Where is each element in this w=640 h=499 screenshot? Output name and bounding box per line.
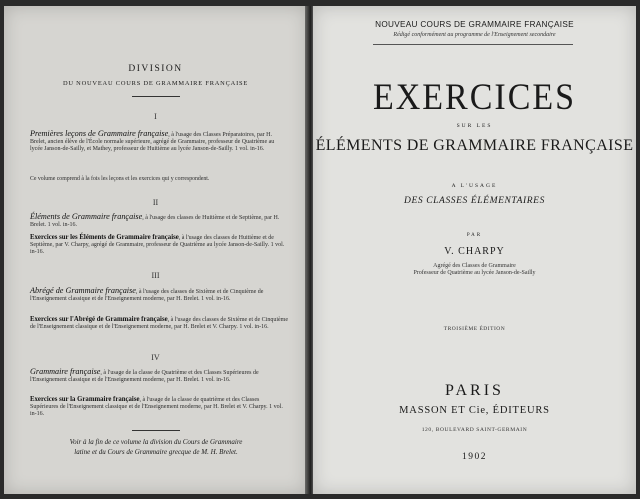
entry-text: , à l'usage des Classes Préparatoires, par H. Brelet, ancien élève de l'École normale supérieure, agrégé de Grammaire, professeur de Quatrième au lycée Janson-de-Sailly, et Mathey, professeur de Huitième au lycée Janson-de-Sailly. 1 vol. in-16. — [30, 132, 275, 152]
divider — [132, 96, 180, 97]
entry-title: Exercices sur l'Abrégé de Grammaire française — [30, 316, 168, 323]
series-subtitle: Rédigé conformément au programme de l'Enseignement secondaire — [393, 32, 556, 38]
footer-line-2: latine et du Cours de Grammaire grecque de M. H. Brelet. — [74, 448, 238, 456]
entry-text: , à l'usage des classes de Huitième et de Septième, par V. Charpy, agrégé de Grammaire, professeur de Quatrième au lycée Janson-de-Sailly. 1 vol. in-16. — [30, 235, 285, 255]
par-label: PAR — [466, 233, 483, 238]
sur-les: SUR LES — [456, 123, 493, 129]
entry — [30, 130, 288, 153]
author-credential-1: Agrégé des Classes de Grammaire — [433, 263, 516, 269]
section-note: Ce volume comprend à la fois les leçons et les exercices qui y correspondent. — [30, 176, 210, 182]
book-subtitle: ÉLÉMENTS DE GRAMMAIRE FRANÇAISE — [315, 137, 634, 154]
publisher: MASSON ET Cie, ÉDITEURS — [399, 405, 550, 416]
a-l-usage: A L'USAGE — [451, 183, 498, 189]
header-rule — [373, 44, 573, 45]
left-page — [4, 6, 307, 494]
entry — [30, 234, 288, 256]
city: PARIS — [445, 382, 504, 399]
book-title: EXERCICES — [372, 77, 577, 118]
right-page — [313, 6, 636, 494]
author-credential-2: Professeur de Quatrième au lycée Janson-de-Sailly — [413, 270, 536, 276]
section-numeral: I — [154, 112, 157, 121]
entry-text: , à l'usage de la classe de quatrième et des Classes Supérieures de l'Enseignement classique et de l'Enseignement moderne, par H. Brelet et V. Charpy. 1 vol. in-16. — [30, 397, 283, 417]
section-numeral: II — [152, 198, 159, 207]
entry-title: Exercices sur les Éléments de Grammaire française — [30, 234, 179, 241]
entry-title: Grammaire française — [30, 367, 101, 376]
classes-line: DES CLASSES ÉLÉMENTAIRES — [404, 196, 545, 206]
entry-text: , à l'usage des classes de Sixième et de Cinquième de l'Enseignement classique et de l'Enseignement moderne, par H. Brelet. 1 vol. in-16. — [30, 289, 264, 302]
entry — [30, 287, 288, 303]
series-title: NOUVEAU COURS DE GRAMMAIRE FRANÇAISE — [375, 20, 574, 29]
entry — [30, 316, 288, 331]
entry-text: , à l'usage des classes de Huitième et de Septième, par H. Brelet. 1 vol. in-16. — [30, 215, 280, 228]
entry — [30, 213, 288, 229]
division-heading: DIVISION — [128, 64, 183, 74]
author-name: V. CHARPY — [444, 246, 505, 257]
edition-label: TROISIÈME ÉDITION — [443, 326, 506, 332]
footer-line-1: Voir à la fin de ce volume la division du Cours de Grammaire — [69, 438, 243, 446]
entry-title: Abrégé de Grammaire française — [30, 286, 136, 295]
entry-title: Premières leçons de Grammaire française — [30, 129, 169, 138]
section-numeral: III — [151, 271, 160, 280]
entry-title: Éléments de Grammaire française — [30, 212, 143, 221]
publisher-address: 120, BOULEVARD SAINT-GERMAIN — [421, 427, 528, 433]
divider — [132, 430, 180, 431]
entry-text: , à l'usage de la classe de Quatrième et des Classes Supérieures de l'Enseignement classique et de l'Enseignement moderne, par H. Brelet. 1 vol. in-16. — [30, 370, 259, 383]
entry — [30, 368, 288, 384]
entry-title: Exercices sur la Grammaire française — [30, 396, 140, 403]
section-numeral: IV — [151, 353, 160, 362]
entry-text: , à l'usage des classes de Sixième et de Cinquième de l'Enseignement classique et de l'Enseignement moderne, par H. Brelet et V. Charpy. 1 vol. in-16. — [30, 317, 288, 330]
year: 1902 — [462, 452, 487, 462]
entry — [30, 396, 288, 418]
division-subheading: DU NOUVEAU COURS DE GRAMMAIRE FRANÇAISE — [62, 80, 249, 87]
